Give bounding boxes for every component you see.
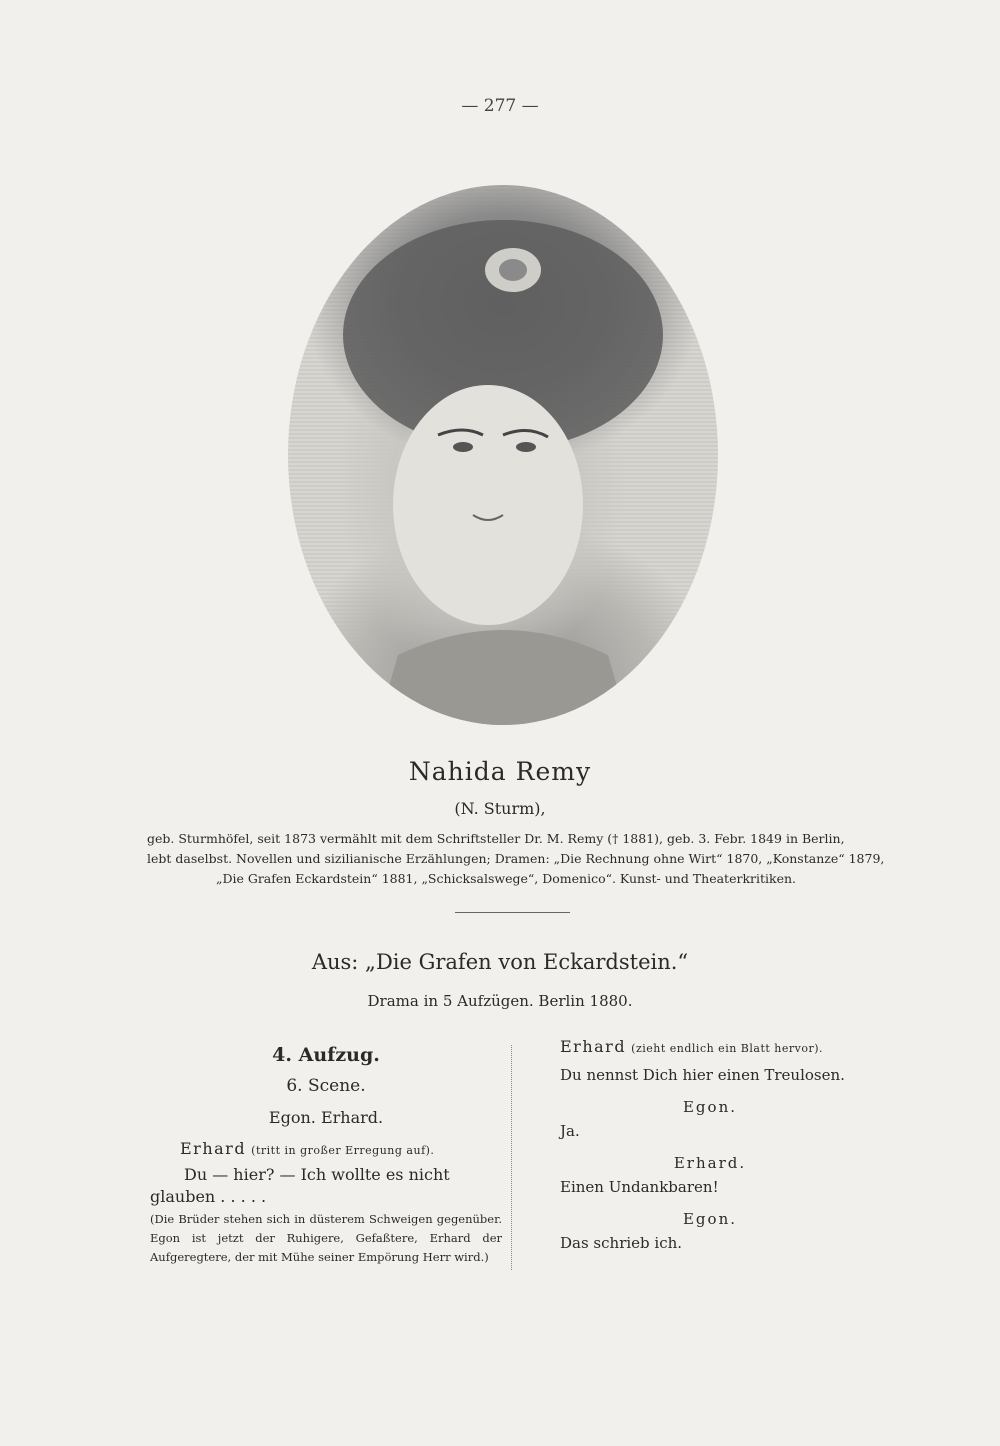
act-heading: 4. Aufzug. xyxy=(272,1044,380,1066)
speaker-name: Erhard xyxy=(560,1037,627,1056)
bio-line: geb. Sturmhöfel, seit 1873 vermählt mit dem Schriftsteller Dr. M. Remy († 1881), geb. 3. Febr. 1849 in Berlin, xyxy=(147,831,845,846)
right-column xyxy=(560,1036,860,1252)
speaker-name: Erhard. xyxy=(673,1154,747,1172)
work-title: Aus: „Die Grafen von Eckardstein.“ xyxy=(311,950,689,974)
stage-direction: (tritt in großer Erregung auf). xyxy=(251,1144,435,1157)
author-portrait xyxy=(288,185,718,725)
page-number: — 277 — xyxy=(461,96,539,116)
speech-line: Du — hier? — Ich wollte es nicht xyxy=(184,1165,450,1184)
speech-line: Du nennst Dich hier einen Treulosen. xyxy=(560,1066,845,1084)
dialogue-entry xyxy=(150,1139,502,1158)
stage-direction-block: (Die Brüder stehen sich in düsterem Schweigen gegenüber. Egon ist jetzt der Ruhigere, Gefaßtere, Erhard der Aufgeregtere, der mit Mühe seiner Empörung Herr wird.) xyxy=(150,1212,502,1264)
bio-line: „Die Grafen Eckardstein“ 1881, „Schicksalswege“, Domenico“. Kunst- und Theaterkritiken. xyxy=(215,871,797,886)
author-name: Nahida Remy xyxy=(408,757,592,786)
scene-heading: 6. Scene. xyxy=(286,1076,366,1096)
work-subtitle: Drama in 5 Aufzügen. Berlin 1880. xyxy=(367,992,633,1010)
speech-line: Ja. xyxy=(560,1122,580,1140)
portrait-engraving xyxy=(288,185,718,725)
scene-persons: Egon. Erhard. xyxy=(268,1108,384,1127)
author-biography xyxy=(147,829,885,889)
speech-line: Das schrieb ich. xyxy=(560,1234,683,1252)
stage-direction: (zieht endlich ein Blatt hervor). xyxy=(631,1042,824,1055)
left-column xyxy=(150,1040,502,1267)
dialogue-entry xyxy=(560,1036,860,1060)
author-pseudonym: (N. Sturm), xyxy=(454,799,546,818)
section-divider xyxy=(455,912,570,913)
speech-line: glauben . . . . . xyxy=(150,1187,267,1206)
column-divider xyxy=(511,1045,513,1270)
bio-line: lebt daselbst. Novellen und sizilianische Erzählungen; Dramen: „Die Rechnung ohne Wirt“ 1870, „Konstanze“ 1879, xyxy=(147,851,885,866)
speech-line: Einen Undankbaren! xyxy=(560,1178,719,1196)
speaker-name: Egon. xyxy=(682,1210,737,1228)
speaker-name: Egon. xyxy=(682,1098,737,1116)
speaker-name: Erhard xyxy=(180,1139,247,1158)
